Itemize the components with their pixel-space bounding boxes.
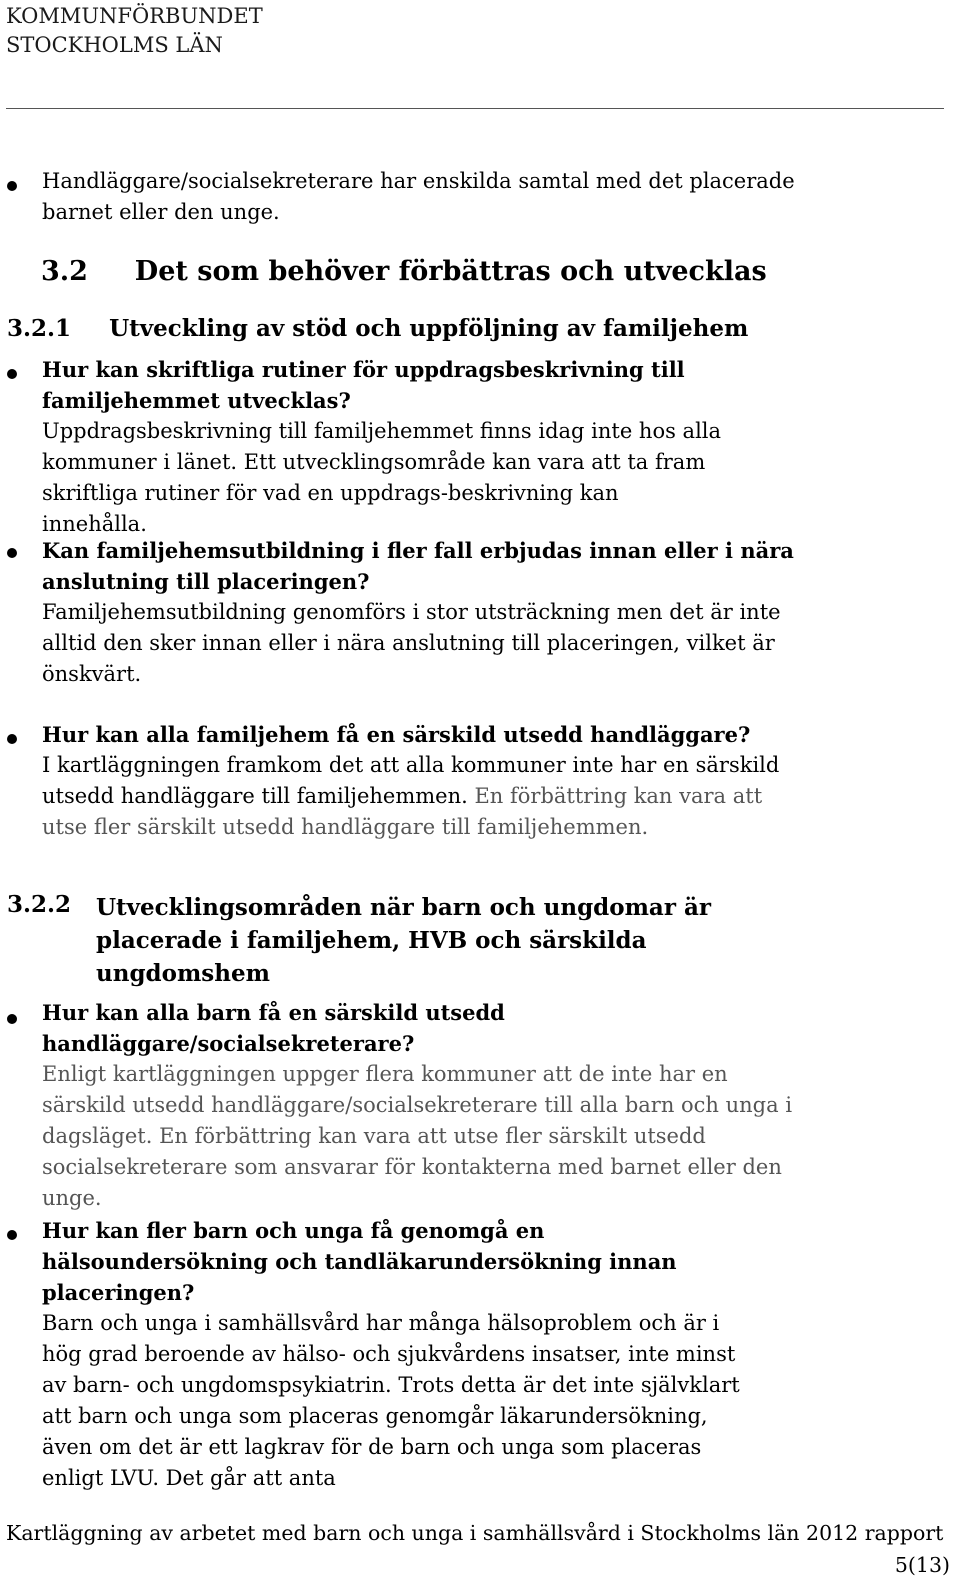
section-heading-3-2-1: [7, 315, 748, 342]
org-header: [6, 2, 263, 60]
list-item-answer: Uppdragsbeskrivning till familjehemmet finns idag inte hos alla kommuner i länet. Ett utvecklingsområde kan vara att ta fram skriftliga rutiner för vad en uppdrags-beskrivning kan innehålla.: [42, 419, 722, 536]
list-item: [42, 997, 812, 1214]
header-divider: [6, 108, 944, 109]
list-item: [42, 354, 722, 540]
bullet-icon: [7, 181, 17, 191]
list-item: [42, 535, 812, 690]
section-number: 3.2.1: [7, 315, 72, 342]
bullet-icon: [7, 1230, 17, 1240]
bullet-icon: [7, 1014, 17, 1024]
section-title: Det som behöver förbättras och utvecklas: [134, 256, 767, 287]
list-item-question: Hur kan skriftliga rutiner för uppdragsbeskrivning till familjehemmet utvecklas?: [42, 357, 685, 413]
org-name-line1: KOMMUNFÖRBUNDET: [6, 4, 263, 28]
section-heading-3-2: [41, 256, 767, 287]
page-footer: Kartläggning av arbetet med barn och unga i samhällsvård i Stockholms län 2012 rapport: [6, 1521, 944, 1545]
answer-text: I kartläggningen framkom det att alla kommuner inte har en särskild utsedd handläggare till familjehemmen.: [42, 753, 780, 808]
list-item-question: Hur kan alla barn få en särskild utsedd handläggare/socialsekreterare?: [42, 1000, 505, 1056]
list-item-question: Hur kan alla familjehem få en särskild utsedd handläggare?: [42, 722, 751, 747]
list-item-question: Kan familjehemsutbildning i fler fall erbjudas innan eller i nära anslutning till placeringen?: [42, 538, 794, 594]
list-item-question: Hur kan fler barn och unga få genomgå en hälsoundersökning och tandläkarundersökning innan placeringen?: [42, 1218, 677, 1305]
page-number: 5(13): [894, 1553, 950, 1577]
list-item-answer: [42, 750, 812, 843]
list-item: [42, 1215, 762, 1494]
list-item-answer: Barn och unga i samhällsvård har många hälsoproblem och är i hög grad beroende av hälso- och sjukvårdens insatser, inte minst av barn- och ungdomspsykiatrin. Trots detta är det inte självklart att barn och unga som placeras genomgår läkarundersökning, även om det är ett lagkrav för de barn och unga som placeras enligt LVU. Det går att anta: [42, 1311, 740, 1490]
answer-text-suggestion: En förbättring kan vara att utse fler särskilt utsedd handläggare till familjehemmen.: [42, 784, 763, 839]
list-item-answer: Familjehemsutbildning genomförs i stor utsträckning men det är inte alltid den sker innan eller i nära anslutning till placeringen, vilket är önskvärt.: [42, 600, 781, 686]
section-number-3-2-2: 3.2.2: [7, 891, 72, 918]
intro-bullet-text: Handläggare/socialsekreterare har enskilda samtal med det placerade barnet eller den unge.: [42, 169, 795, 224]
section-title: Utveckling av stöd och uppföljning av familjehem: [109, 315, 749, 342]
list-item: [42, 719, 812, 843]
list-item-answer: Enligt kartläggningen uppger flera kommuner att de inte har en särskild utsedd handläggare/socialsekreterare till alla barn och unga i dagsläget. En förbättring kan vara att utse fler särskilt utsedd socialsekreterare som ansvarar för kontakterna med barnet eller den unge.: [42, 1062, 793, 1210]
bullet-icon: [7, 369, 17, 379]
section-title-3-2-2: Utvecklingsområden när barn och ungdomar är placerade i familjehem, HVB och särskilda ungdomshem: [96, 894, 711, 987]
org-name-line2: STOCKHOLMS LÄN: [6, 33, 223, 57]
section-number: 3.2: [41, 256, 88, 287]
bullet-icon: [7, 548, 17, 558]
bullet-icon: [7, 734, 17, 744]
